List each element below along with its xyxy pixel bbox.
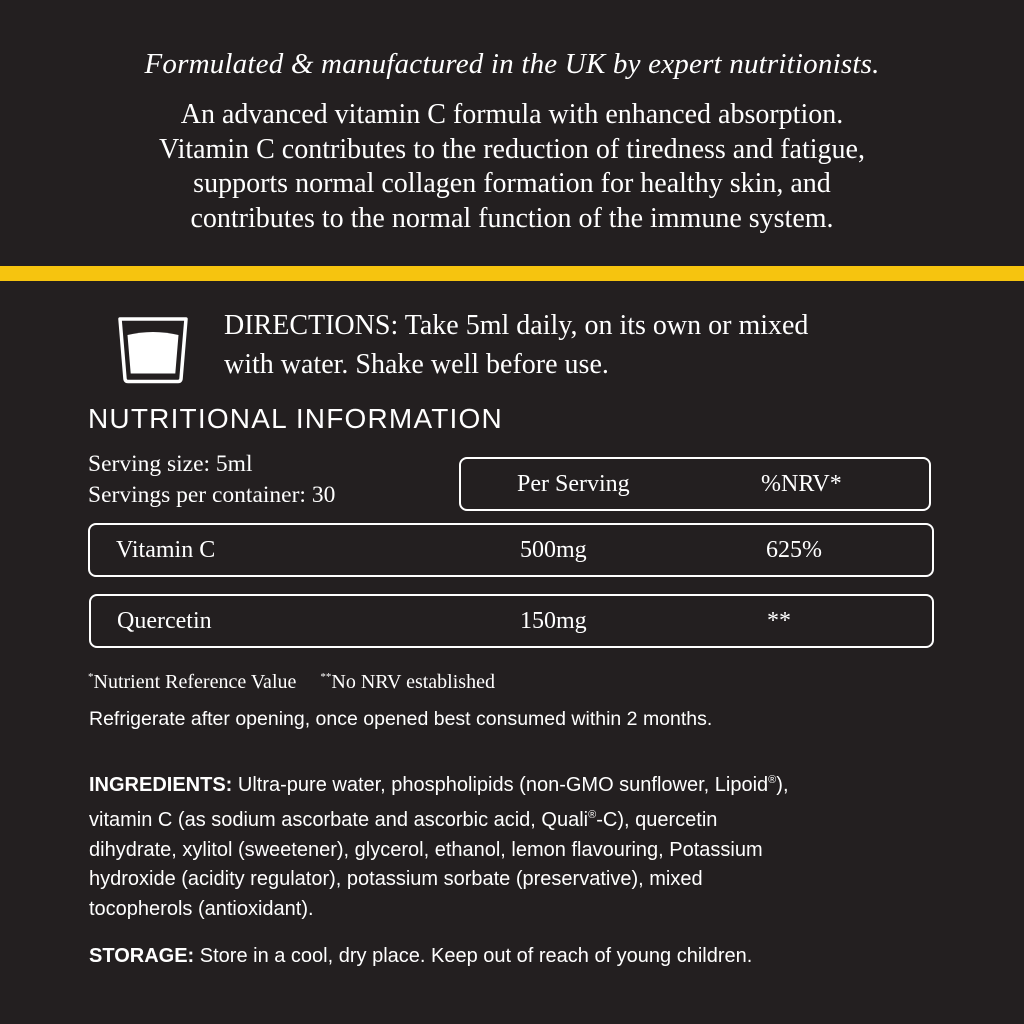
footnote-marker: ** [320,671,332,683]
storage-label: STORAGE: [89,945,195,967]
servings-per-container: Servings per container: 30 [88,482,336,508]
serving-size: Serving size: 5ml [88,451,253,477]
serving-info [88,449,335,511]
footnote-nrv: Nutrient Reference Value [93,671,297,693]
description-line: Vitamin C contributes to the reduction of tiredness and fatigue, [159,133,865,165]
nutrition-heading: NUTRITIONAL INFORMATION [88,403,503,434]
nutrition-row [89,594,934,648]
ingredients-segment: Ultra-pure water, phospholipids (non-GMO sunflower, Lipoid [232,774,769,796]
column-header-per-serving: Per Serving [517,471,630,497]
nutrition-row [88,523,934,577]
yellow-divider-bar [0,266,1024,281]
description-line: contributes to the normal function of the immune system. [190,202,834,234]
glass-of-water-icon [117,316,189,384]
nutrient-per-serving: 150mg [520,608,587,634]
directions-line: DIRECTIONS: Take 5ml daily, on its own or mixed [224,310,809,341]
ingredients-label: INGREDIENTS: [89,774,233,796]
refrigerate-note: Refrigerate after opening, once opened best consumed within 2 months. [89,708,713,730]
registered-mark: ® [768,774,777,786]
ingredients-line: tocopherols (antioxidant). [89,898,314,921]
nutrient-nrv: ** [767,608,791,634]
description-line: supports normal collagen formation for healthy skin, and [193,168,831,199]
ingredients-line [89,766,969,801]
ingredients-line: dihydrate, xylitol (sweetener), glycerol, ethanol, lemon flavouring, Potassium [89,838,763,861]
nutrition-footnotes [88,663,495,696]
storage-text [89,941,752,971]
footnote-no-nrv: No NRV established [331,671,495,693]
nutrient-name: Vitamin C [116,537,216,563]
nutrition-table-header [459,457,931,511]
ingredients-segment: vitamin C (as sodium ascorbate and ascorbic acid, Quali [89,808,589,831]
product-description [0,98,1024,236]
description-line: An advanced vitamin C formula with enhanced absorption. [180,99,844,130]
ingredients-line [89,801,969,836]
storage-instructions: Store in a cool, dry place. Keep out of reach of young children. [194,945,753,967]
directions-text [224,306,944,384]
registered-mark: ® [588,808,597,821]
tagline: Formulated & manufactured in the UK by expert nutritionists. [144,48,880,80]
ingredients-segment: -C), quercetin [596,808,718,831]
ingredients-text [89,766,969,925]
column-header-nrv: %NRV* [761,471,842,497]
ingredients-line: hydroxide (acidity regulator), potassium sorbate (preservative), mixed [89,868,703,891]
nutrient-nrv: 625% [766,537,822,563]
nutrient-per-serving: 500mg [520,537,587,563]
directions-line: with water. Shake well before use. [224,349,609,380]
nutrient-name: Quercetin [117,608,212,634]
ingredients-segment: ), [776,774,789,796]
footnote-marker: * [88,671,94,683]
